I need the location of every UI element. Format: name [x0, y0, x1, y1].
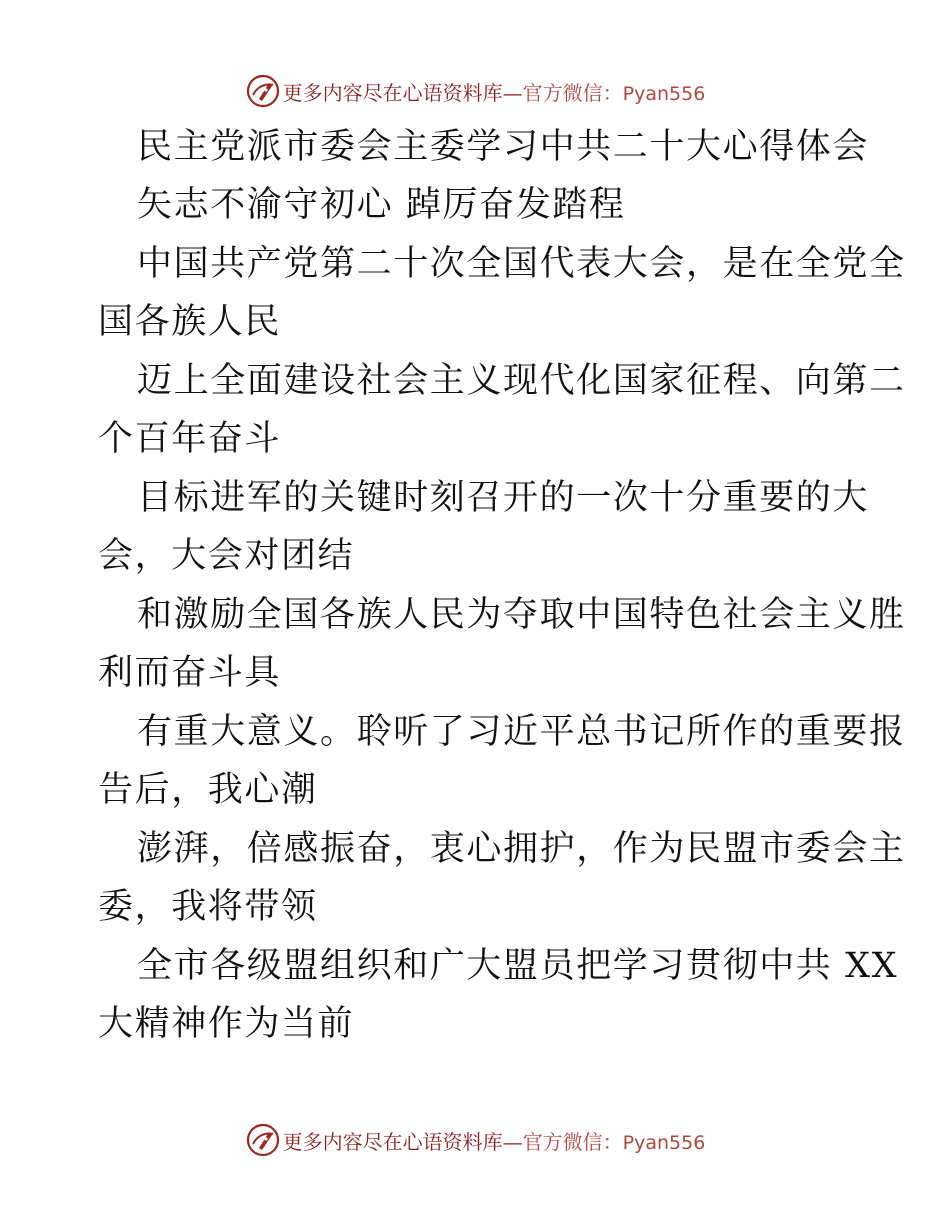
footer-banner-title: 更多内容尽在心语资料库—	[282, 1129, 523, 1154]
document-subtitle: 矢志不渝守初心 踔厉奋发踏程	[137, 185, 626, 225]
document-title: 民主党派市委会主委学习中共二十大心得体会	[137, 127, 870, 167]
footer-wechat-id: Pyan556	[622, 1131, 706, 1154]
pen-nib-logo-icon	[245, 1122, 281, 1158]
paragraph-line: 全市各级盟组织和广大盟员把学习贯彻中共 XX	[137, 946, 899, 986]
paragraph-line: 利而奋斗具	[98, 653, 282, 693]
paragraph-line: 和激励全国各族人民为夺取中国特色社会主义胜	[137, 595, 906, 635]
paragraph-line: 迈上全面建设社会主义现代化国家征程、向第二	[137, 361, 906, 401]
header-banner-title: 更多内容尽在心语资料库—	[282, 80, 523, 105]
paragraph-line: 大精神作为当前	[98, 1004, 355, 1044]
paragraph-line: 澎湃，倍感振奋，衷心拥护，作为民盟市委会主	[137, 829, 906, 869]
paragraph-line: 个百年奋斗	[98, 419, 282, 459]
paragraph-line: 目标进军的关键时刻召开的一次十分重要的大	[137, 478, 870, 518]
header-banner-text	[283, 77, 706, 106]
paragraph-line: 国各族人民	[98, 302, 282, 342]
footer-banner	[0, 1120, 950, 1160]
paragraph-line: 告后，我心潮	[98, 770, 318, 810]
footer-wechat-label: 官方微信：	[522, 1129, 623, 1154]
header-wechat-id: Pyan556	[622, 82, 706, 105]
header-banner	[0, 71, 950, 111]
footer-banner-text	[283, 1126, 706, 1155]
paragraph-line: 有重大意义。聆听了习近平总书记所作的重要报	[137, 712, 906, 752]
paragraph-line: 会，大会对团结	[98, 536, 355, 576]
header-wechat-label: 官方微信：	[522, 80, 623, 105]
paragraph-line: 中国共产党第二十次全国代表大会，是在全党全	[137, 244, 906, 284]
pen-nib-logo-icon	[245, 73, 281, 109]
paragraph-line: 委，我将带领	[98, 887, 318, 927]
